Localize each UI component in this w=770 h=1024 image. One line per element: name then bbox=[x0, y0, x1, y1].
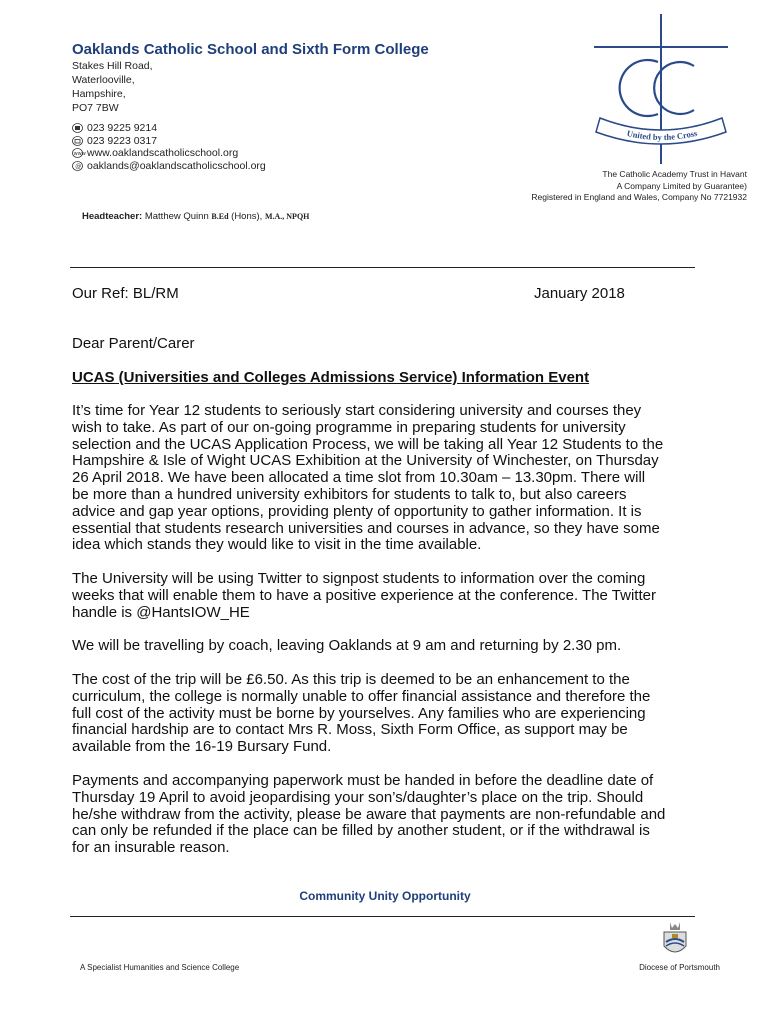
text-line: Payments and accompanying paperwork must be handed in before the deadline date of bbox=[72, 772, 654, 789]
text-line: We will be travelling by coach, leaving Oaklands at 9 am and returning by 2.30 pm. bbox=[72, 637, 622, 654]
text-line: wish to take. As part of our on-going programme in preparing students for university bbox=[72, 418, 626, 436]
trust-line: Registered in England and Wales, Company No 7721932 bbox=[531, 192, 747, 202]
paragraph-4 bbox=[72, 672, 702, 756]
paragraph-5 bbox=[72, 773, 702, 857]
svg-text:@: @ bbox=[75, 162, 82, 170]
phone-icon bbox=[72, 123, 83, 133]
contact-web bbox=[72, 147, 266, 160]
contact-details bbox=[72, 122, 266, 172]
text-line: be more than a hundred university exhibitors for students to talk to, but also careers bbox=[72, 485, 627, 503]
text-line: essential that students research universities and courses in advance, so they have some bbox=[72, 519, 660, 537]
headteacher-name: Matthew Quinn bbox=[144, 211, 209, 222]
school-logo bbox=[594, 14, 728, 164]
letter-date: January 2018 bbox=[534, 285, 625, 302]
text-line: full cost of the activity must be borne by yourselves. Any families who are experiencing bbox=[72, 704, 646, 722]
footer-college-status: A Specialist Humanities and Science College bbox=[80, 963, 240, 972]
text-line: The cost of the trip will be £6.50. As this trip is deemed to be an enhancement to the bbox=[72, 671, 630, 688]
text-line: handle is @HantsIOW_HE bbox=[72, 603, 250, 621]
logo-motto: United by the Cross bbox=[625, 127, 699, 143]
fax-number: 023 9223 0317 bbox=[87, 134, 158, 147]
website-link[interactable]: www.oaklandscatholicschool.org bbox=[87, 147, 239, 159]
text-line: 26 April 2018. We have been allocated a time slot from 10.30am – 13.30pm. There will bbox=[72, 469, 646, 487]
school-address bbox=[72, 59, 153, 115]
text-line: available from the 16-19 Bursary Fund. bbox=[72, 738, 332, 756]
text-line: idea which stands they would like to visit in the time available. bbox=[72, 536, 482, 554]
address-line: Waterlooville, bbox=[72, 74, 135, 86]
contact-email bbox=[72, 160, 266, 173]
text-line: weeks that will enable them to have a positive experience at the conference. The Twitter bbox=[72, 586, 656, 604]
address-line: PO7 7BW bbox=[72, 102, 119, 114]
headteacher-degree: B.Ed bbox=[211, 212, 229, 221]
email-icon bbox=[72, 161, 83, 171]
address-line: Hampshire, bbox=[72, 88, 126, 100]
paragraph-2 bbox=[72, 571, 702, 621]
our-reference: Our Ref: BL/RM bbox=[72, 285, 179, 302]
phone-number: 023 9225 9214 bbox=[87, 122, 158, 134]
trust-line: A Company Limited by Guarantee) bbox=[616, 180, 747, 191]
salutation: Dear Parent/Carer bbox=[72, 335, 195, 352]
headteacher-qualifications: M.A., NPQH bbox=[264, 212, 310, 221]
text-line: Hampshire & Isle of Wight UCAS Exhibition at the University of Winchester, on Thursday bbox=[72, 452, 659, 470]
headteacher-label: Headteacher: bbox=[82, 211, 143, 222]
trust-info bbox=[447, 169, 747, 204]
paragraph-3 bbox=[72, 638, 702, 655]
paragraph-1 bbox=[72, 403, 702, 554]
footer-motto: Community Unity Opportunity bbox=[299, 889, 471, 903]
text-line: financial hardship are to contact Mrs R. Moss, Sixth Form Office, as support may be bbox=[72, 721, 628, 739]
contact-fax bbox=[72, 135, 266, 148]
headteacher-honours: (Hons), bbox=[231, 211, 263, 222]
letter-title: UCAS (Universities and Colleges Admissions Service) Information Event bbox=[72, 369, 590, 386]
headteacher-line bbox=[82, 211, 309, 222]
text-line: for an insurable reason. bbox=[72, 839, 230, 857]
logo-letter-o bbox=[620, 60, 658, 116]
footer-diocese: Diocese of Portsmouth bbox=[639, 963, 720, 972]
svg-text:www: www bbox=[73, 151, 86, 158]
text-line: The University will be using Twitter to signpost students to information over the coming bbox=[72, 570, 646, 587]
contact-phone bbox=[72, 122, 266, 135]
text-line: he/she withdraw from the activity, please be aware that payments are non-refundable and bbox=[72, 805, 666, 823]
text-line: curriculum, the college is normally unable to offer financial assistance and therefore the bbox=[72, 687, 651, 705]
diocese-crest-icon bbox=[660, 920, 690, 960]
school-name: Oaklands Catholic School and Sixth Form College bbox=[72, 41, 429, 58]
text-line: can only be refunded if the place can be filled by another student, or if the withdrawal is bbox=[72, 822, 650, 840]
text-line: advice and gap year options, providing plenty of opportunity to gather information. It is bbox=[72, 502, 642, 520]
footer-divider bbox=[70, 916, 695, 917]
trust-line: The Catholic Academy Trust in Havant bbox=[602, 169, 747, 179]
email-link[interactable]: oaklands@oaklandscatholicschool.org bbox=[87, 159, 266, 172]
text-line: Thursday 19 April to avoid jeopardising your son’s/daughter’s place on the trip. Should bbox=[72, 788, 644, 806]
text-line: selection and the UCAS Application Process, we will be taking all Year 12 Students to the bbox=[72, 435, 664, 453]
text-line: It’s time for Year 12 students to seriously start considering university and courses they bbox=[72, 402, 642, 419]
header-divider bbox=[70, 267, 695, 268]
address-line: Stakes Hill Road, bbox=[72, 60, 153, 72]
web-icon bbox=[72, 148, 86, 158]
fax-icon bbox=[72, 136, 83, 146]
